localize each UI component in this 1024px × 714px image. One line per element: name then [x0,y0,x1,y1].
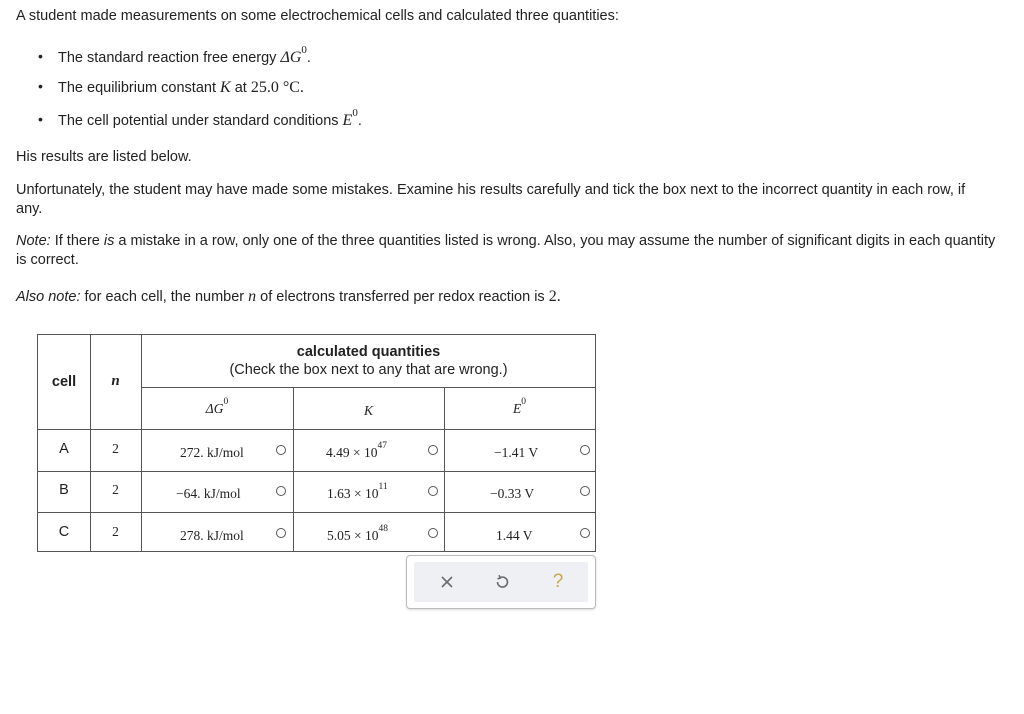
k-times: × [353,445,361,460]
row-c-e: 1.44 V [496,528,533,543]
row-b-cell: B [59,482,69,498]
math-temperature: 25.0 °C. [250,79,304,96]
col-label: ΔG [205,401,224,416]
row-a-k [326,441,387,461]
also-note-text: for each cell, the number [80,289,249,305]
row-a-n: 2 [112,441,119,456]
math-n: n [248,288,257,305]
row-b-e-checkbox[interactable] [580,486,590,496]
bullet-text: The cell potential under standard conditions [58,113,343,129]
k-exponent: 48 [378,524,388,534]
note-emphasis: is [103,233,115,249]
math-value: 2. [548,288,561,305]
k-base: 10 [364,445,378,460]
table-divider [38,512,595,513]
k-times: × [354,528,362,543]
bullet-equilibrium [58,78,304,98]
bullet-punct: . [306,50,311,66]
k-exponent: 47 [377,441,387,451]
col-header-e [444,397,595,417]
bullet-cell-potential [58,107,362,132]
help-button[interactable] [530,562,586,602]
bullet-punct: . [357,113,362,129]
note-text: a mistake in a row, only one of the three quantities listed is wrong. Also, you may assume the number of significant digits in each quantity is correct. [16,233,996,268]
row-b-delta-g-checkbox[interactable] [276,486,286,496]
table-divider [141,387,596,388]
x-icon [439,574,455,590]
row-c-n: 2 [112,524,119,539]
k-base: 10 [365,486,379,501]
math-e: E [342,112,353,129]
row-a-delta-g: 272. kJ/mol [180,445,244,460]
row-c-delta-g-checkbox[interactable] [276,528,286,538]
also-note-text: of electrons transferred per redox reaction is [256,289,549,305]
k-mantissa: 1.63 [327,486,351,501]
col-superscript: 0 [223,397,229,407]
math-superscript: 0 [352,107,358,119]
help-icon: ? [552,571,564,592]
math-k: K [220,79,231,96]
row-a-e-checkbox[interactable] [580,445,590,455]
row-c-k [327,524,388,544]
note-text: If there [50,233,104,249]
bullet-text: The standard reaction free energy [58,50,281,66]
header-n: n [111,373,120,389]
col-superscript: 0 [521,397,526,407]
header-calc-sub: (Check the box next to any that are wrong.) [229,362,508,378]
row-a-k-checkbox[interactable] [428,445,438,455]
answer-actions-panel [406,555,596,609]
k-exponent: 11 [378,482,388,492]
k-mantissa: 4.49 [326,445,350,460]
mistake-text: Unfortunately, the student may have made some mistakes. Examine his results carefully and tick the box next to the incorrect quantity in each row, if any. [16,182,966,217]
row-b-delta-g: −64. kJ/mol [176,486,241,501]
bullet-mid: at [230,80,251,96]
intro-text: A student made measurements on some electrochemical cells and calculated three quantities: [16,8,619,24]
bullet-dot: • [38,111,43,127]
undo-icon [493,573,511,591]
col-label: E [513,401,522,416]
also-note-label: Also note: [16,289,81,305]
row-b-k [327,482,388,502]
row-c-e-checkbox[interactable] [580,528,590,538]
row-c-cell: C [58,524,70,540]
table-divider [38,429,595,430]
results-table [37,334,596,552]
bullet-text: The equilibrium constant [58,80,220,96]
row-a-cell: A [59,441,69,457]
clear-button[interactable] [419,562,475,602]
undo-button[interactable] [474,562,530,602]
bullet-free-energy [58,44,311,69]
note-label: Note: [16,233,51,249]
bullet-dot: • [38,48,43,64]
header-calc-title: calculated quantities [296,344,441,360]
actions-bar [414,562,588,602]
k-times: × [354,486,362,501]
k-base: 10 [365,528,379,543]
row-a-e: −1.41 V [494,445,539,460]
note-paragraph [16,232,1006,270]
also-note-paragraph [16,287,561,307]
row-a-delta-g-checkbox[interactable] [276,445,286,455]
math-delta-g: ΔG [280,49,302,66]
row-c-k-checkbox[interactable] [428,528,438,538]
k-mantissa: 5.05 [327,528,351,543]
row-c-delta-g: 278. kJ/mol [180,528,244,543]
bullet-dot: • [38,78,43,94]
col-header-delta-g [141,397,293,417]
row-b-e: −0.33 V [490,486,535,501]
math-superscript: 0 [301,44,307,56]
row-b-k-checkbox[interactable] [428,486,438,496]
table-divider [38,471,595,472]
results-line: His results are listed below. [16,149,192,165]
row-b-n: 2 [112,482,119,497]
col-header-k: K [363,403,373,418]
header-cell: cell [51,374,77,390]
